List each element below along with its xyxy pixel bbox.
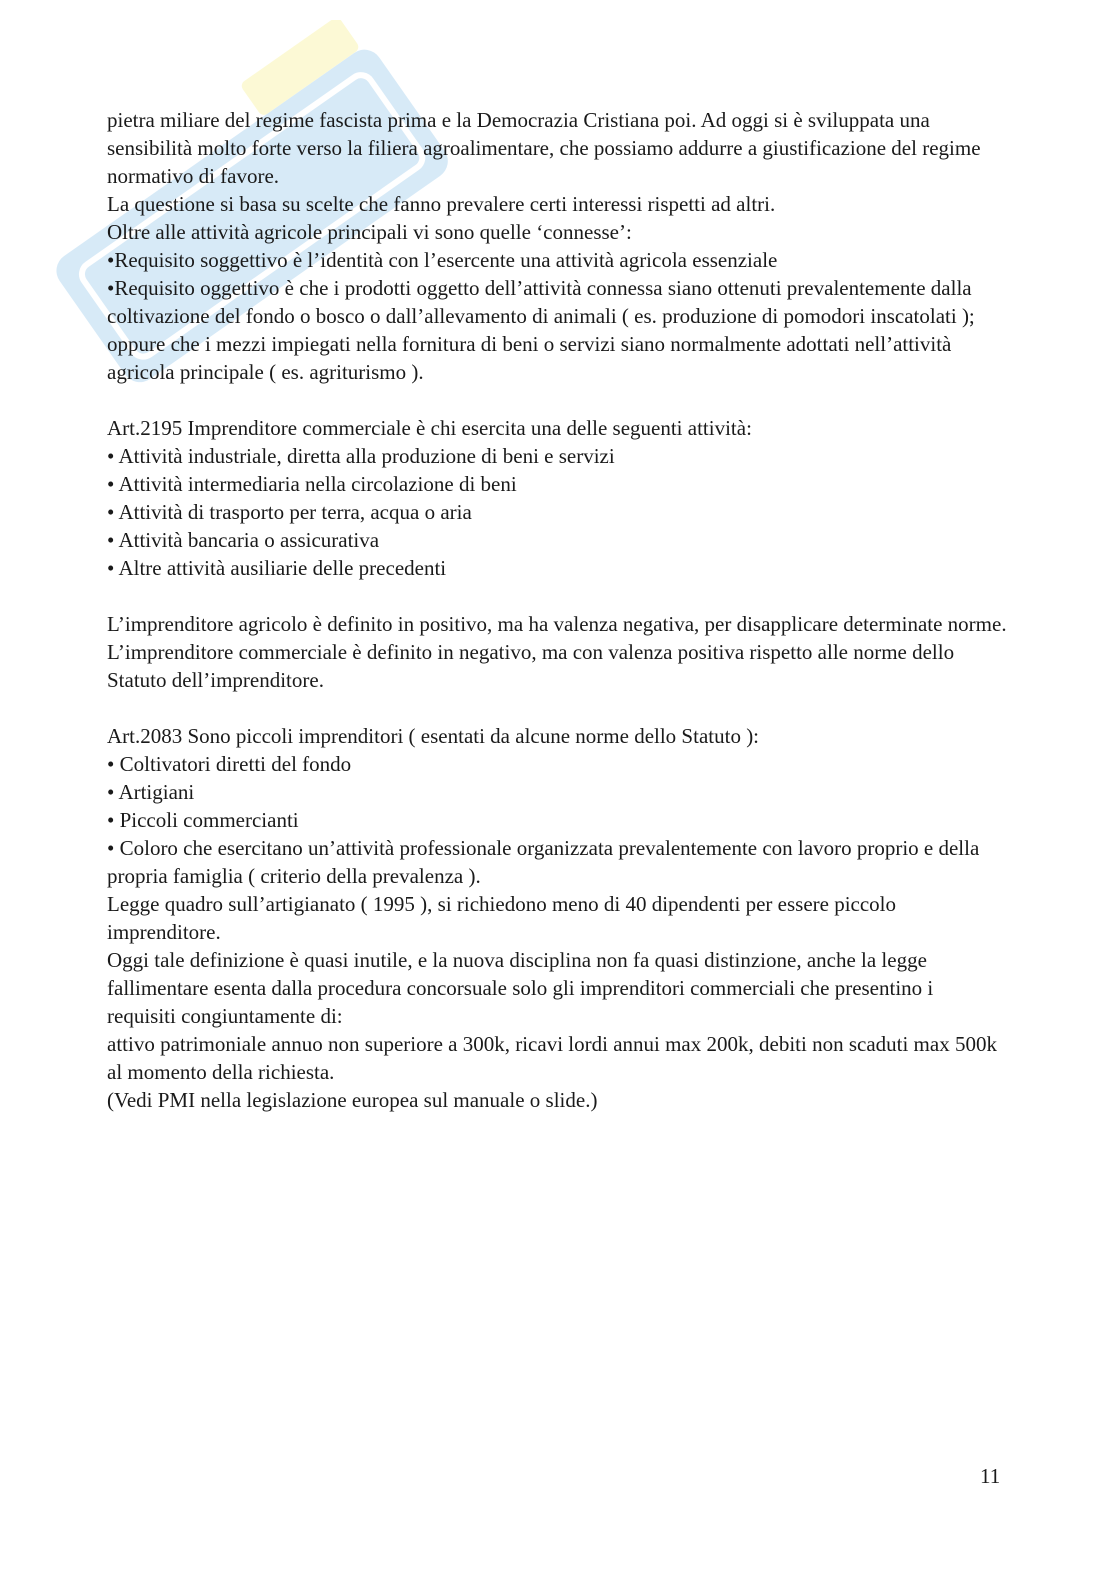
paragraph: Oggi tale definizione è quasi inutile, e la nuova disciplina non fa quasi distinzione, anche la legge fallimentare esenta dalla procedura concorsuale solo gli imprenditori commerciali che presentino i requisiti congiuntamente di: <box>107 948 934 1028</box>
paragraph: • Attività bancaria o assicurativa <box>107 528 380 552</box>
paragraph-gap <box>107 386 1007 414</box>
paragraph-gap <box>107 694 1007 722</box>
paragraph: • Coltivatori diretti del fondo <box>107 752 352 776</box>
paragraph: •Requisito oggettivo è che i prodotti oggetto dell’attività connessa siano ottenuti prevalentemente dalla coltivazione del fondo o bosco o dall’allevamento di animali ( es. produzione di pomodori inscatolati ); oppure che i mezzi impiegati nella fornitura di beni o servizi siano normalmente adottati nell’attività agricola principale ( es. agriturismo ). <box>107 276 975 384</box>
paragraph: •Requisito soggettivo è l’identità con l’esercente una attività agricola essenziale <box>107 248 778 272</box>
paragraph: (Vedi PMI nella legislazione europea sul manuale o slide.) <box>107 1088 598 1112</box>
paragraph: • Attività intermediaria nella circolazione di beni <box>107 472 517 496</box>
paragraph: • Coloro che esercitano un’attività professionale organizzata prevalentemente con lavoro proprio e della propria famiglia ( criterio della prevalenza ). <box>107 836 980 888</box>
paragraph: L’imprenditore commerciale è definito in negativo, ma con valenza positiva rispetto alle norme dello Statuto dell’imprenditore. <box>107 640 955 692</box>
paragraph: • Attività industriale, diretta alla produzione di beni e servizi <box>107 444 615 468</box>
paragraph: attivo patrimoniale annuo non superiore a 300k, ricavi lordi annui max 200k, debiti non scaduti max 500k al momento della richiesta. <box>107 1032 997 1084</box>
paragraph: Art.2195 Imprenditore commerciale è chi esercita una delle seguenti attività: <box>107 416 752 440</box>
paragraph: Legge quadro sull’artigianato ( 1995 ), si richiedono meno di 40 dipendenti per essere piccolo imprenditore. <box>107 892 897 944</box>
paragraph: Oltre alle attività agricole principali vi sono quelle ‘connesse’: <box>107 220 632 244</box>
document-body <box>107 106 1007 1114</box>
paragraph: • Artigiani <box>107 780 195 804</box>
paragraph: L’imprenditore agricolo è definito in positivo, ma ha valenza negativa, per disapplicare determinate norme. <box>107 612 1007 636</box>
paragraph: • Piccoli commercianti <box>107 808 299 832</box>
paragraph: • Altre attività ausiliarie delle precedenti <box>107 556 447 580</box>
paragraph: • Attività di trasporto per terra, acqua o aria <box>107 500 472 524</box>
paragraph: pietra miliare del regime fascista prima e la Democrazia Cristiana poi. Ad oggi si è sviluppata una sensibilità molto forte verso la filiera agroalimentare, che possiamo addurre a giustificazione del regime normativo di favore. <box>107 108 981 188</box>
paragraph-gap <box>107 582 1007 610</box>
page-number: 11 <box>980 1464 1001 1488</box>
paragraph: La questione si basa su scelte che fanno prevalere certi interessi rispetti ad altri. <box>107 192 776 216</box>
paragraph: Art.2083 Sono piccoli imprenditori ( esentati da alcune norme dello Statuto ): <box>107 724 760 748</box>
